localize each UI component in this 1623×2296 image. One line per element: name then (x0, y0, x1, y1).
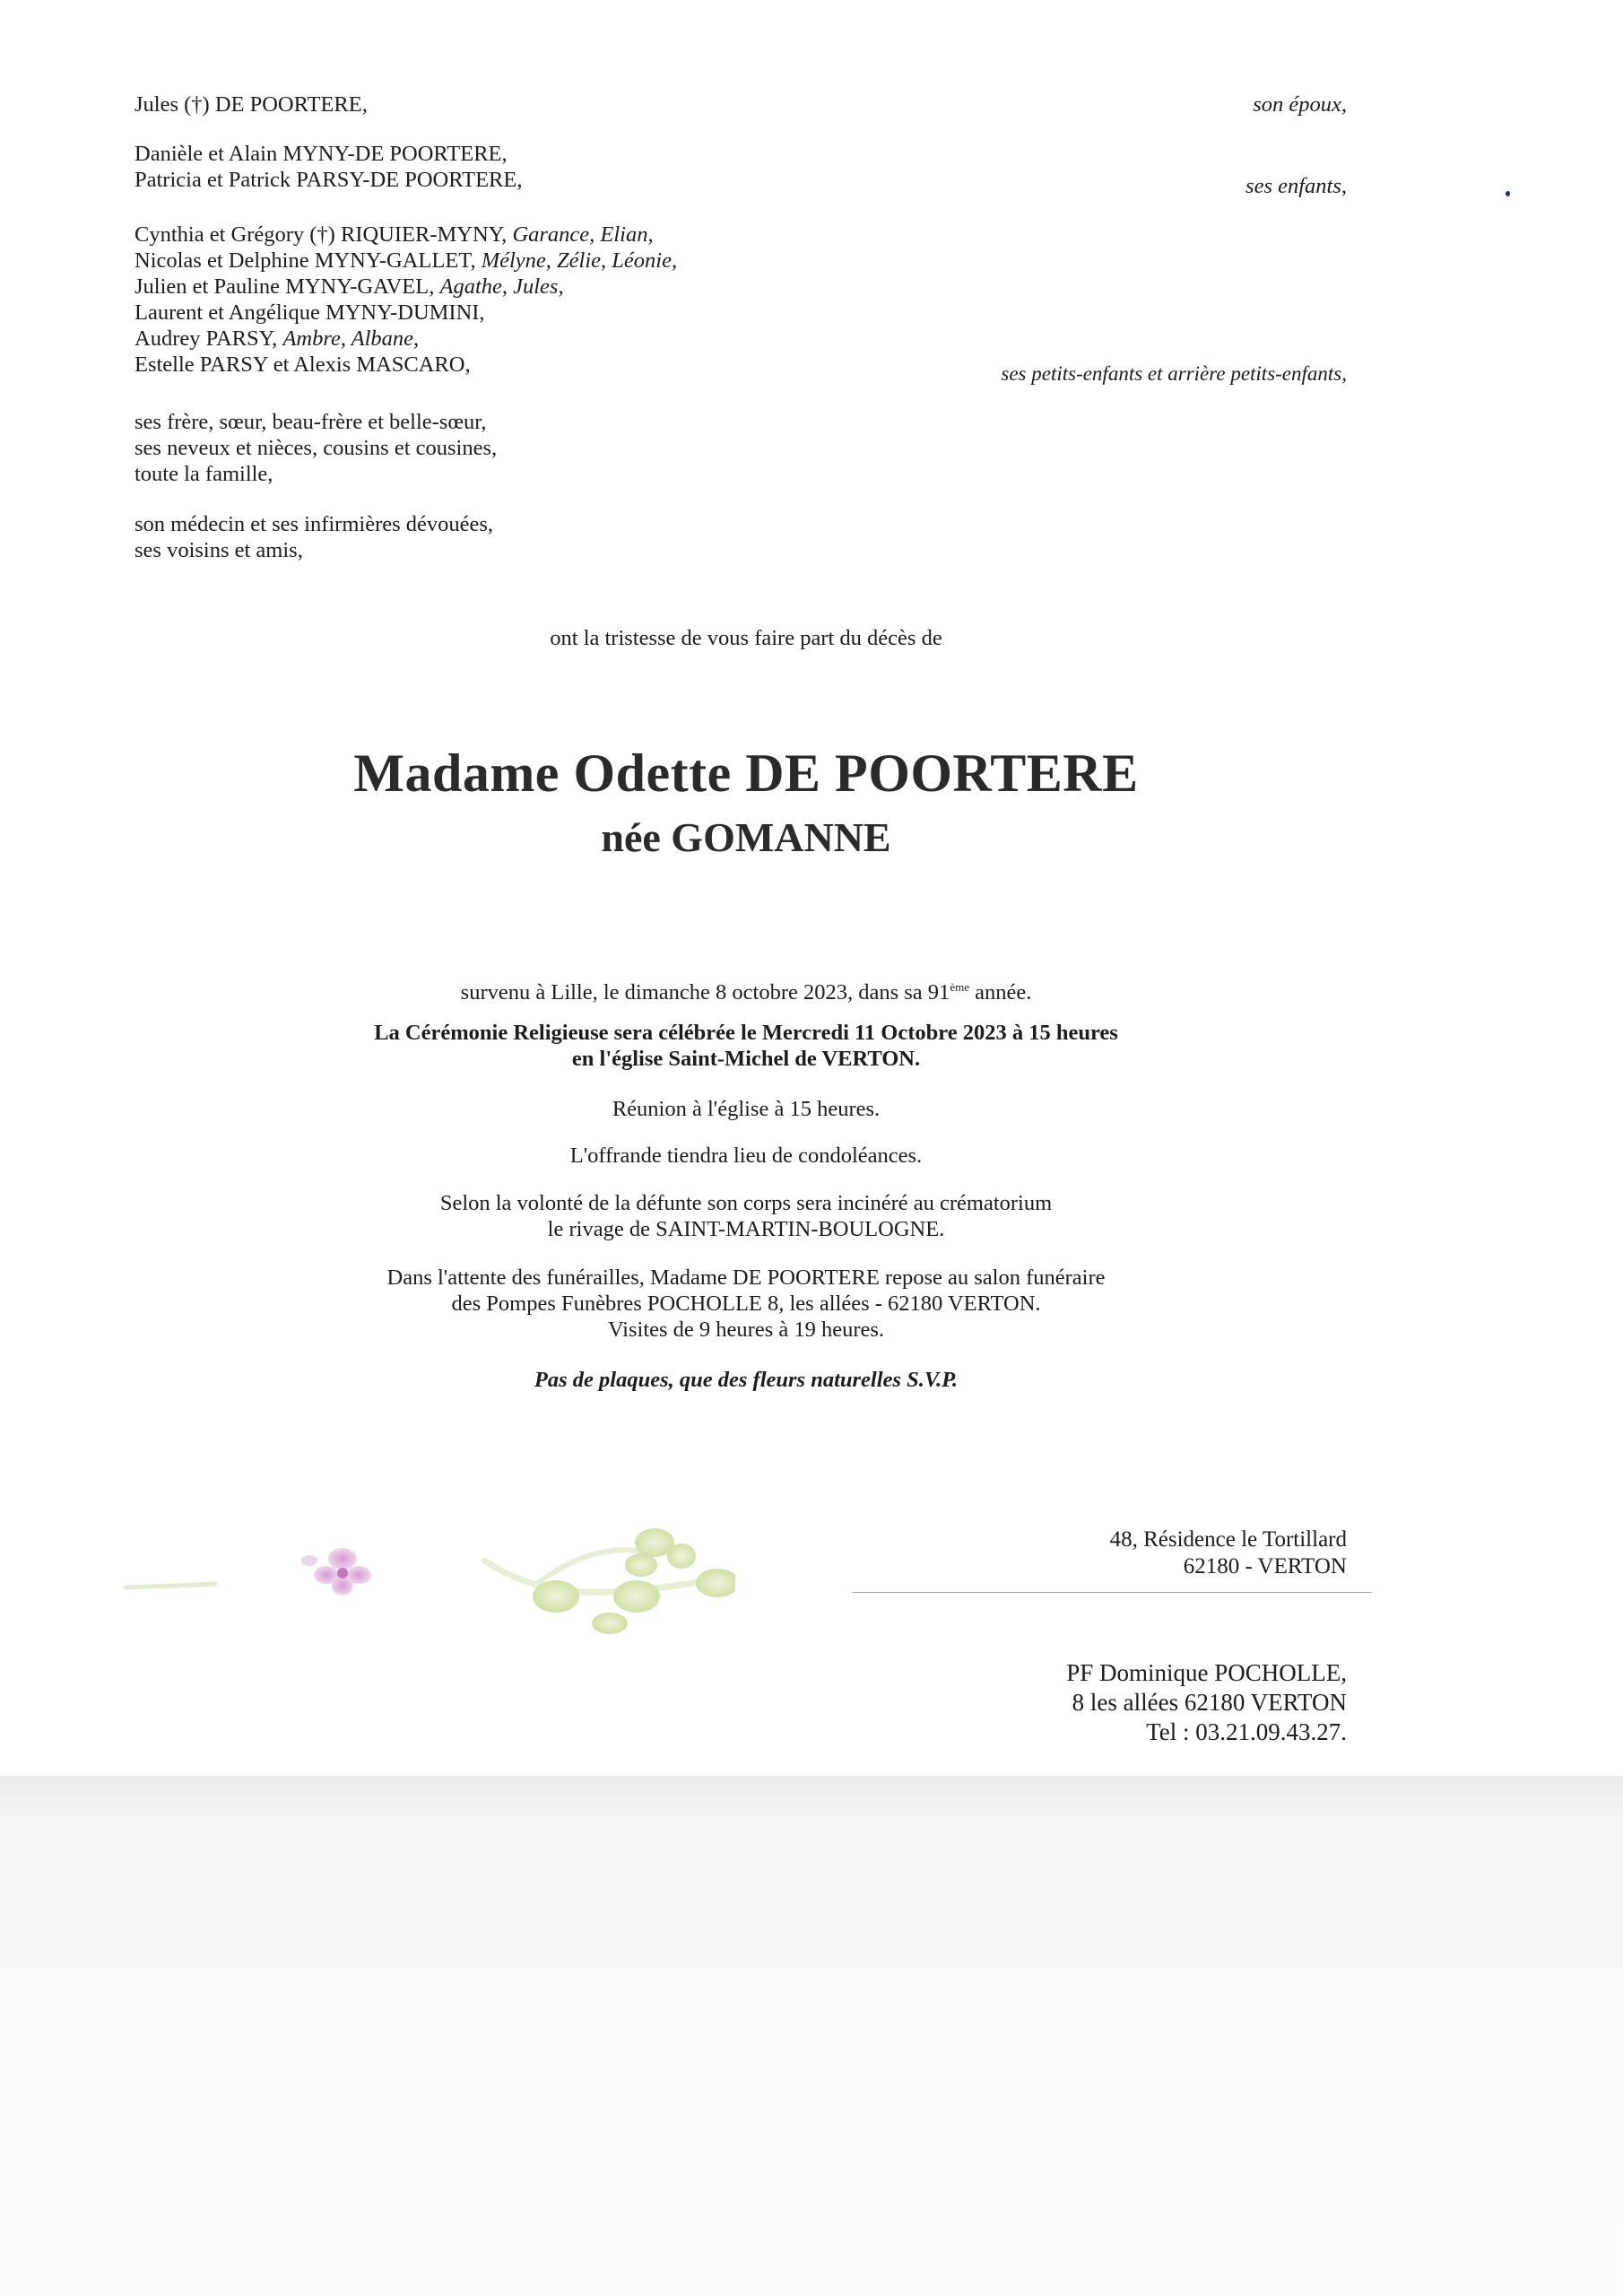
wake-line-2: des Pompes Funèbres POCHOLLE 8, les allées - 62180 VERTON. (451, 1292, 1041, 1316)
grandchild-entry: Estelle PARSY et Alexis MASCARO, (135, 352, 471, 377)
others-line: ses voisins et amis, (135, 538, 303, 562)
offering-note: L'offrande tiendra lieu de condoléances. (569, 1144, 923, 1168)
cremation-line-2: le rivage de SAINT-MARTIN-BOULOGNE. (547, 1217, 945, 1241)
address-divider (852, 1592, 1372, 1593)
wake-line-3: Visites de 9 heures à 19 heures. (607, 1318, 885, 1342)
child-entry: Patricia et Patrick PARSY-DE POORTERE, (135, 168, 523, 192)
funeral-home-line: PF Dominique POCHOLLE, (1066, 1659, 1347, 1686)
grandchild-entry: Julien et Pauline MYNY-GAVEL, Agathe, Jules, (135, 274, 564, 299)
wake-line-1: Dans l'attente des funérailles, Madame DE POORTERE repose au salon funéraire (386, 1265, 1106, 1290)
orchid-decoration (108, 1498, 735, 1650)
grandchildren-role: ses petits-enfants et arrière petits-enfants, (1001, 362, 1347, 385)
address-block (1110, 1526, 1347, 1580)
maiden-name: née GOMANNE (601, 814, 891, 860)
grandchild-entry: Cynthia et Grégory (†) RIQUIER-MYNY, Garance, Elian, (135, 222, 654, 247)
others-line: son médecin et ses infirmières dévouées, (135, 512, 494, 536)
family-line: toute la famille, (135, 462, 273, 486)
children-role: ses enfants, (1245, 174, 1347, 198)
family-line: ses frère, sœur, beau-frère et belle-sœur, (135, 410, 487, 434)
grandchild-entry: Audrey PARSY, Ambre, Albane, (135, 326, 420, 351)
grandchild-entry: Nicolas et Delphine MYNY-GALLET, Mélyne, Zélie, Léonie, (135, 248, 678, 273)
meeting-note: Réunion à l'église à 15 heures. (612, 1097, 881, 1121)
scan-background (0, 1776, 1623, 2296)
cremation-line-1: Selon la volonté de la défunte son corps sera incinéré au crématorium (439, 1191, 1053, 1215)
family-list (135, 409, 497, 487)
ceremony-line-1: La Cérémonie Religieuse sera célébrée le Mercredi 11 Octobre 2023 à 15 heures (374, 1021, 1118, 1045)
address-line: 48, Résidence le Tortillard (1109, 1527, 1347, 1552)
family-line: ses neveux et nièces, cousins et cousines, (135, 436, 498, 460)
deceased-name: Madame Odette DE POORTERE (353, 744, 1139, 803)
ceremony-line-2: en l'église Saint-Michel de VERTON. (571, 1047, 921, 1071)
spouse-role: son époux, (1253, 92, 1347, 117)
grandchildren-list (135, 222, 677, 378)
address-line: 62180 - VERTON (1183, 1554, 1347, 1578)
flowers-note: Pas de plaques, que des fleurs naturelles S.V.P. (534, 1368, 959, 1392)
child-entry: Danièle et Alain MYNY-DE POORTERE, (135, 142, 508, 166)
funeral-home-line: Tel : 03.21.09.43.27. (1146, 1718, 1347, 1745)
death-notice: survenu à Lille, le dimanche 8 octobre 2023, dans sa 91ème année. (460, 980, 1032, 1005)
funeral-home-block (1066, 1658, 1347, 1747)
others-list (135, 511, 493, 563)
announcement-line: ont la tristesse de vous faire part du décès de (550, 626, 942, 650)
scan-speck (1506, 191, 1510, 196)
grandchild-entry: Laurent et Angélique MYNY-DUMINI, (135, 300, 485, 325)
children-list (135, 141, 522, 193)
funeral-home-line: 8 les allées 62180 VERTON (1072, 1689, 1347, 1716)
spouse-name: Jules (†) DE POORTERE, (135, 92, 368, 117)
